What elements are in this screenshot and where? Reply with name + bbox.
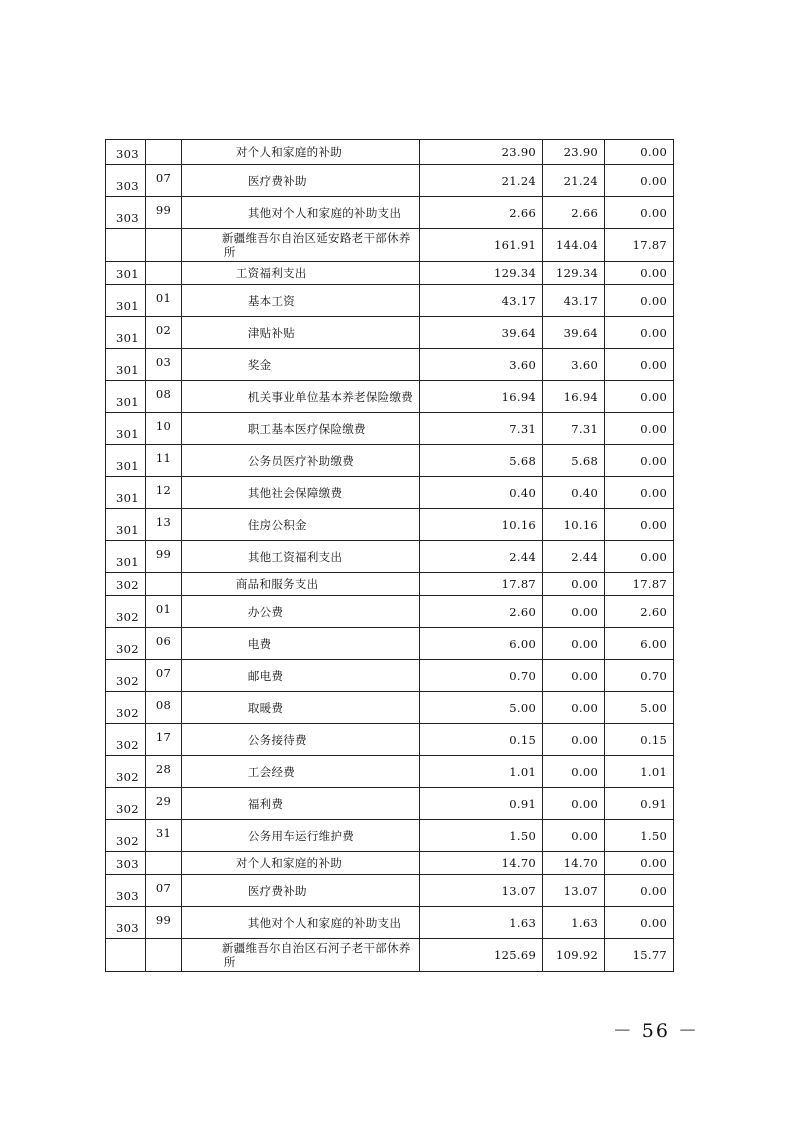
item-row [106, 756, 674, 788]
basic-expense-cell: 0.00 [543, 628, 605, 660]
basic-expense-cell: 16.94 [543, 381, 605, 413]
project-expense-cell: 0.00 [605, 262, 674, 285]
item-row [106, 660, 674, 692]
subject-name-cell: 其他对个人和家庭的补助支出 [181, 197, 419, 229]
item-row [106, 596, 674, 628]
item-code-cell: 07 [145, 875, 181, 907]
project-expense-cell: 0.00 [605, 349, 674, 381]
class-code-cell: 302 [106, 820, 146, 852]
item-row [106, 724, 674, 756]
class-code-cell: 301 [106, 413, 146, 445]
total-amount-cell: 5.00 [420, 692, 543, 724]
class-code-cell [106, 229, 146, 262]
item-code-cell: 10 [145, 413, 181, 445]
class-code-cell: 301 [106, 445, 146, 477]
subject-name-cell: 津贴补贴 [181, 317, 419, 349]
subject-name-cell: 住房公积金 [181, 509, 419, 541]
subject-name-cell: 电费 [181, 628, 419, 660]
item-row [106, 628, 674, 660]
project-expense-cell: 0.00 [605, 285, 674, 317]
total-amount-cell: 2.44 [420, 541, 543, 573]
item-code-cell: 02 [145, 317, 181, 349]
class-code-cell: 302 [106, 692, 146, 724]
subject-name-cell: 医疗费补助 [181, 875, 419, 907]
total-amount-cell: 0.15 [420, 724, 543, 756]
total-amount-cell: 129.34 [420, 262, 543, 285]
class-code-cell: 301 [106, 381, 146, 413]
class-row [106, 262, 674, 285]
project-expense-cell: 0.00 [605, 875, 674, 907]
total-amount-cell: 125.69 [420, 939, 543, 972]
class-code-cell: 302 [106, 660, 146, 692]
basic-expense-cell: 0.00 [543, 756, 605, 788]
total-amount-cell: 43.17 [420, 285, 543, 317]
basic-expense-cell: 129.34 [543, 262, 605, 285]
project-expense-cell: 0.70 [605, 660, 674, 692]
project-expense-cell: 17.87 [605, 229, 674, 262]
subject-name-cell: 对个人和家庭的补助 [181, 140, 419, 165]
item-row [106, 477, 674, 509]
class-code-cell: 302 [106, 596, 146, 628]
class-code-cell: 303 [106, 197, 146, 229]
subject-name-cell: 公务员医疗补助缴费 [181, 445, 419, 477]
subject-name-cell: 公务用车运行维护费 [181, 820, 419, 852]
total-amount-cell: 2.60 [420, 596, 543, 628]
subject-name-cell: 商品和服务支出 [181, 573, 419, 596]
basic-expense-cell: 39.64 [543, 317, 605, 349]
item-code-cell: 99 [145, 197, 181, 229]
class-code-cell: 302 [106, 573, 146, 596]
class-code-cell [106, 939, 146, 972]
project-expense-cell: 0.00 [605, 541, 674, 573]
class-code-cell: 301 [106, 509, 146, 541]
item-row [106, 692, 674, 724]
basic-expense-cell: 0.00 [543, 788, 605, 820]
project-expense-cell: 6.00 [605, 628, 674, 660]
item-code-cell: 28 [145, 756, 181, 788]
item-code-cell: 31 [145, 820, 181, 852]
item-row [106, 413, 674, 445]
basic-expense-cell: 109.92 [543, 939, 605, 972]
basic-expense-cell: 1.63 [543, 907, 605, 939]
item-code-cell: 03 [145, 349, 181, 381]
total-amount-cell: 16.94 [420, 381, 543, 413]
total-amount-cell: 39.64 [420, 317, 543, 349]
page-number: － 56 － [612, 1020, 699, 1042]
class-code-cell: 301 [106, 477, 146, 509]
basic-expense-cell: 21.24 [543, 165, 605, 197]
item-row [106, 197, 674, 229]
project-expense-cell: 0.91 [605, 788, 674, 820]
total-amount-cell: 5.68 [420, 445, 543, 477]
item-code-cell [145, 140, 181, 165]
basic-expense-cell: 7.31 [543, 413, 605, 445]
class-row [106, 852, 674, 875]
subject-name-cell: 新疆维吾尔自治区延安路老干部休养所 [181, 229, 419, 262]
subject-name-cell: 医疗费补助 [181, 165, 419, 197]
class-code-cell: 301 [106, 285, 146, 317]
class-code-cell: 301 [106, 541, 146, 573]
item-code-cell: 11 [145, 445, 181, 477]
project-expense-cell: 5.00 [605, 692, 674, 724]
subject-name-cell: 职工基本医疗保险缴费 [181, 413, 419, 445]
basic-expense-cell: 14.70 [543, 852, 605, 875]
basic-expense-cell: 0.00 [543, 596, 605, 628]
item-row [106, 788, 674, 820]
total-amount-cell: 6.00 [420, 628, 543, 660]
item-code-cell: 01 [145, 596, 181, 628]
item-code-cell: 08 [145, 381, 181, 413]
class-code-cell: 301 [106, 349, 146, 381]
item-row [106, 445, 674, 477]
project-expense-cell: 0.00 [605, 165, 674, 197]
item-code-cell: 12 [145, 477, 181, 509]
project-expense-cell: 0.00 [605, 907, 674, 939]
item-row [106, 317, 674, 349]
item-row [106, 285, 674, 317]
total-amount-cell: 3.60 [420, 349, 543, 381]
subject-name-cell: 其他工资福利支出 [181, 541, 419, 573]
basic-expense-cell: 0.00 [543, 820, 605, 852]
item-row [106, 509, 674, 541]
subject-name-cell: 福利费 [181, 788, 419, 820]
total-amount-cell: 17.87 [420, 573, 543, 596]
project-expense-cell: 0.00 [605, 477, 674, 509]
class-row [106, 573, 674, 596]
project-expense-cell: 0.00 [605, 852, 674, 875]
budget-table [105, 139, 674, 972]
total-amount-cell: 13.07 [420, 875, 543, 907]
basic-expense-cell: 0.00 [543, 692, 605, 724]
table-body [106, 140, 674, 972]
item-code-cell [145, 229, 181, 262]
total-amount-cell: 161.91 [420, 229, 543, 262]
class-code-cell: 303 [106, 165, 146, 197]
total-amount-cell: 0.40 [420, 477, 543, 509]
class-code-cell: 302 [106, 788, 146, 820]
subject-name-cell: 机关事业单位基本养老保险缴费 [181, 381, 419, 413]
subject-name-cell: 工会经费 [181, 756, 419, 788]
subject-name-cell: 新疆维吾尔自治区石河子老干部休养所 [181, 939, 419, 972]
item-code-cell: 07 [145, 660, 181, 692]
class-code-cell: 302 [106, 724, 146, 756]
class-code-cell: 303 [106, 852, 146, 875]
class-code-cell: 303 [106, 875, 146, 907]
subject-name-cell: 基本工资 [181, 285, 419, 317]
class-code-cell: 301 [106, 317, 146, 349]
project-expense-cell: 0.00 [605, 381, 674, 413]
item-row [106, 875, 674, 907]
item-code-cell [145, 573, 181, 596]
item-code-cell: 07 [145, 165, 181, 197]
total-amount-cell: 1.01 [420, 756, 543, 788]
basic-expense-cell: 144.04 [543, 229, 605, 262]
org-row [106, 229, 674, 262]
item-row [106, 381, 674, 413]
basic-expense-cell: 2.66 [543, 197, 605, 229]
project-expense-cell: 0.00 [605, 317, 674, 349]
total-amount-cell: 2.66 [420, 197, 543, 229]
class-code-cell: 302 [106, 756, 146, 788]
subject-name-cell: 公务接待费 [181, 724, 419, 756]
total-amount-cell: 14.70 [420, 852, 543, 875]
total-amount-cell: 7.31 [420, 413, 543, 445]
basic-expense-cell: 10.16 [543, 509, 605, 541]
basic-expense-cell: 2.44 [543, 541, 605, 573]
total-amount-cell: 0.70 [420, 660, 543, 692]
project-expense-cell: 17.87 [605, 573, 674, 596]
subject-name-cell: 奖金 [181, 349, 419, 381]
basic-expense-cell: 13.07 [543, 875, 605, 907]
item-code-cell: 99 [145, 907, 181, 939]
basic-expense-cell: 0.40 [543, 477, 605, 509]
item-code-cell: 99 [145, 541, 181, 573]
item-row [106, 820, 674, 852]
basic-expense-cell: 3.60 [543, 349, 605, 381]
item-code-cell [145, 262, 181, 285]
basic-expense-cell: 0.00 [543, 724, 605, 756]
total-amount-cell: 1.63 [420, 907, 543, 939]
basic-expense-cell: 0.00 [543, 573, 605, 596]
total-amount-cell: 0.91 [420, 788, 543, 820]
project-expense-cell: 0.00 [605, 509, 674, 541]
total-amount-cell: 21.24 [420, 165, 543, 197]
project-expense-cell: 15.77 [605, 939, 674, 972]
basic-expense-cell: 5.68 [543, 445, 605, 477]
item-code-cell: 06 [145, 628, 181, 660]
project-expense-cell: 0.00 [605, 140, 674, 165]
item-code-cell [145, 852, 181, 875]
item-code-cell: 17 [145, 724, 181, 756]
org-row [106, 939, 674, 972]
class-row [106, 140, 674, 165]
class-code-cell: 302 [106, 628, 146, 660]
item-code-cell: 08 [145, 692, 181, 724]
project-expense-cell: 1.01 [605, 756, 674, 788]
total-amount-cell: 10.16 [420, 509, 543, 541]
basic-expense-cell: 23.90 [543, 140, 605, 165]
project-expense-cell: 1.50 [605, 820, 674, 852]
subject-name-cell: 办公费 [181, 596, 419, 628]
class-code-cell: 301 [106, 262, 146, 285]
item-code-cell: 29 [145, 788, 181, 820]
class-code-cell: 303 [106, 907, 146, 939]
subject-name-cell: 工资福利支出 [181, 262, 419, 285]
item-code-cell: 01 [145, 285, 181, 317]
basic-expense-cell: 0.00 [543, 660, 605, 692]
subject-name-cell: 其他对个人和家庭的补助支出 [181, 907, 419, 939]
class-code-cell: 303 [106, 140, 146, 165]
item-row [106, 541, 674, 573]
basic-expense-cell: 43.17 [543, 285, 605, 317]
subject-name-cell: 对个人和家庭的补助 [181, 852, 419, 875]
item-row [106, 349, 674, 381]
item-code-cell [145, 939, 181, 972]
project-expense-cell: 0.00 [605, 445, 674, 477]
item-code-cell: 13 [145, 509, 181, 541]
subject-name-cell: 取暖费 [181, 692, 419, 724]
project-expense-cell: 0.15 [605, 724, 674, 756]
project-expense-cell: 2.60 [605, 596, 674, 628]
total-amount-cell: 1.50 [420, 820, 543, 852]
item-row [106, 165, 674, 197]
subject-name-cell: 邮电费 [181, 660, 419, 692]
project-expense-cell: 0.00 [605, 413, 674, 445]
total-amount-cell: 23.90 [420, 140, 543, 165]
project-expense-cell: 0.00 [605, 197, 674, 229]
item-row [106, 907, 674, 939]
subject-name-cell: 其他社会保障缴费 [181, 477, 419, 509]
